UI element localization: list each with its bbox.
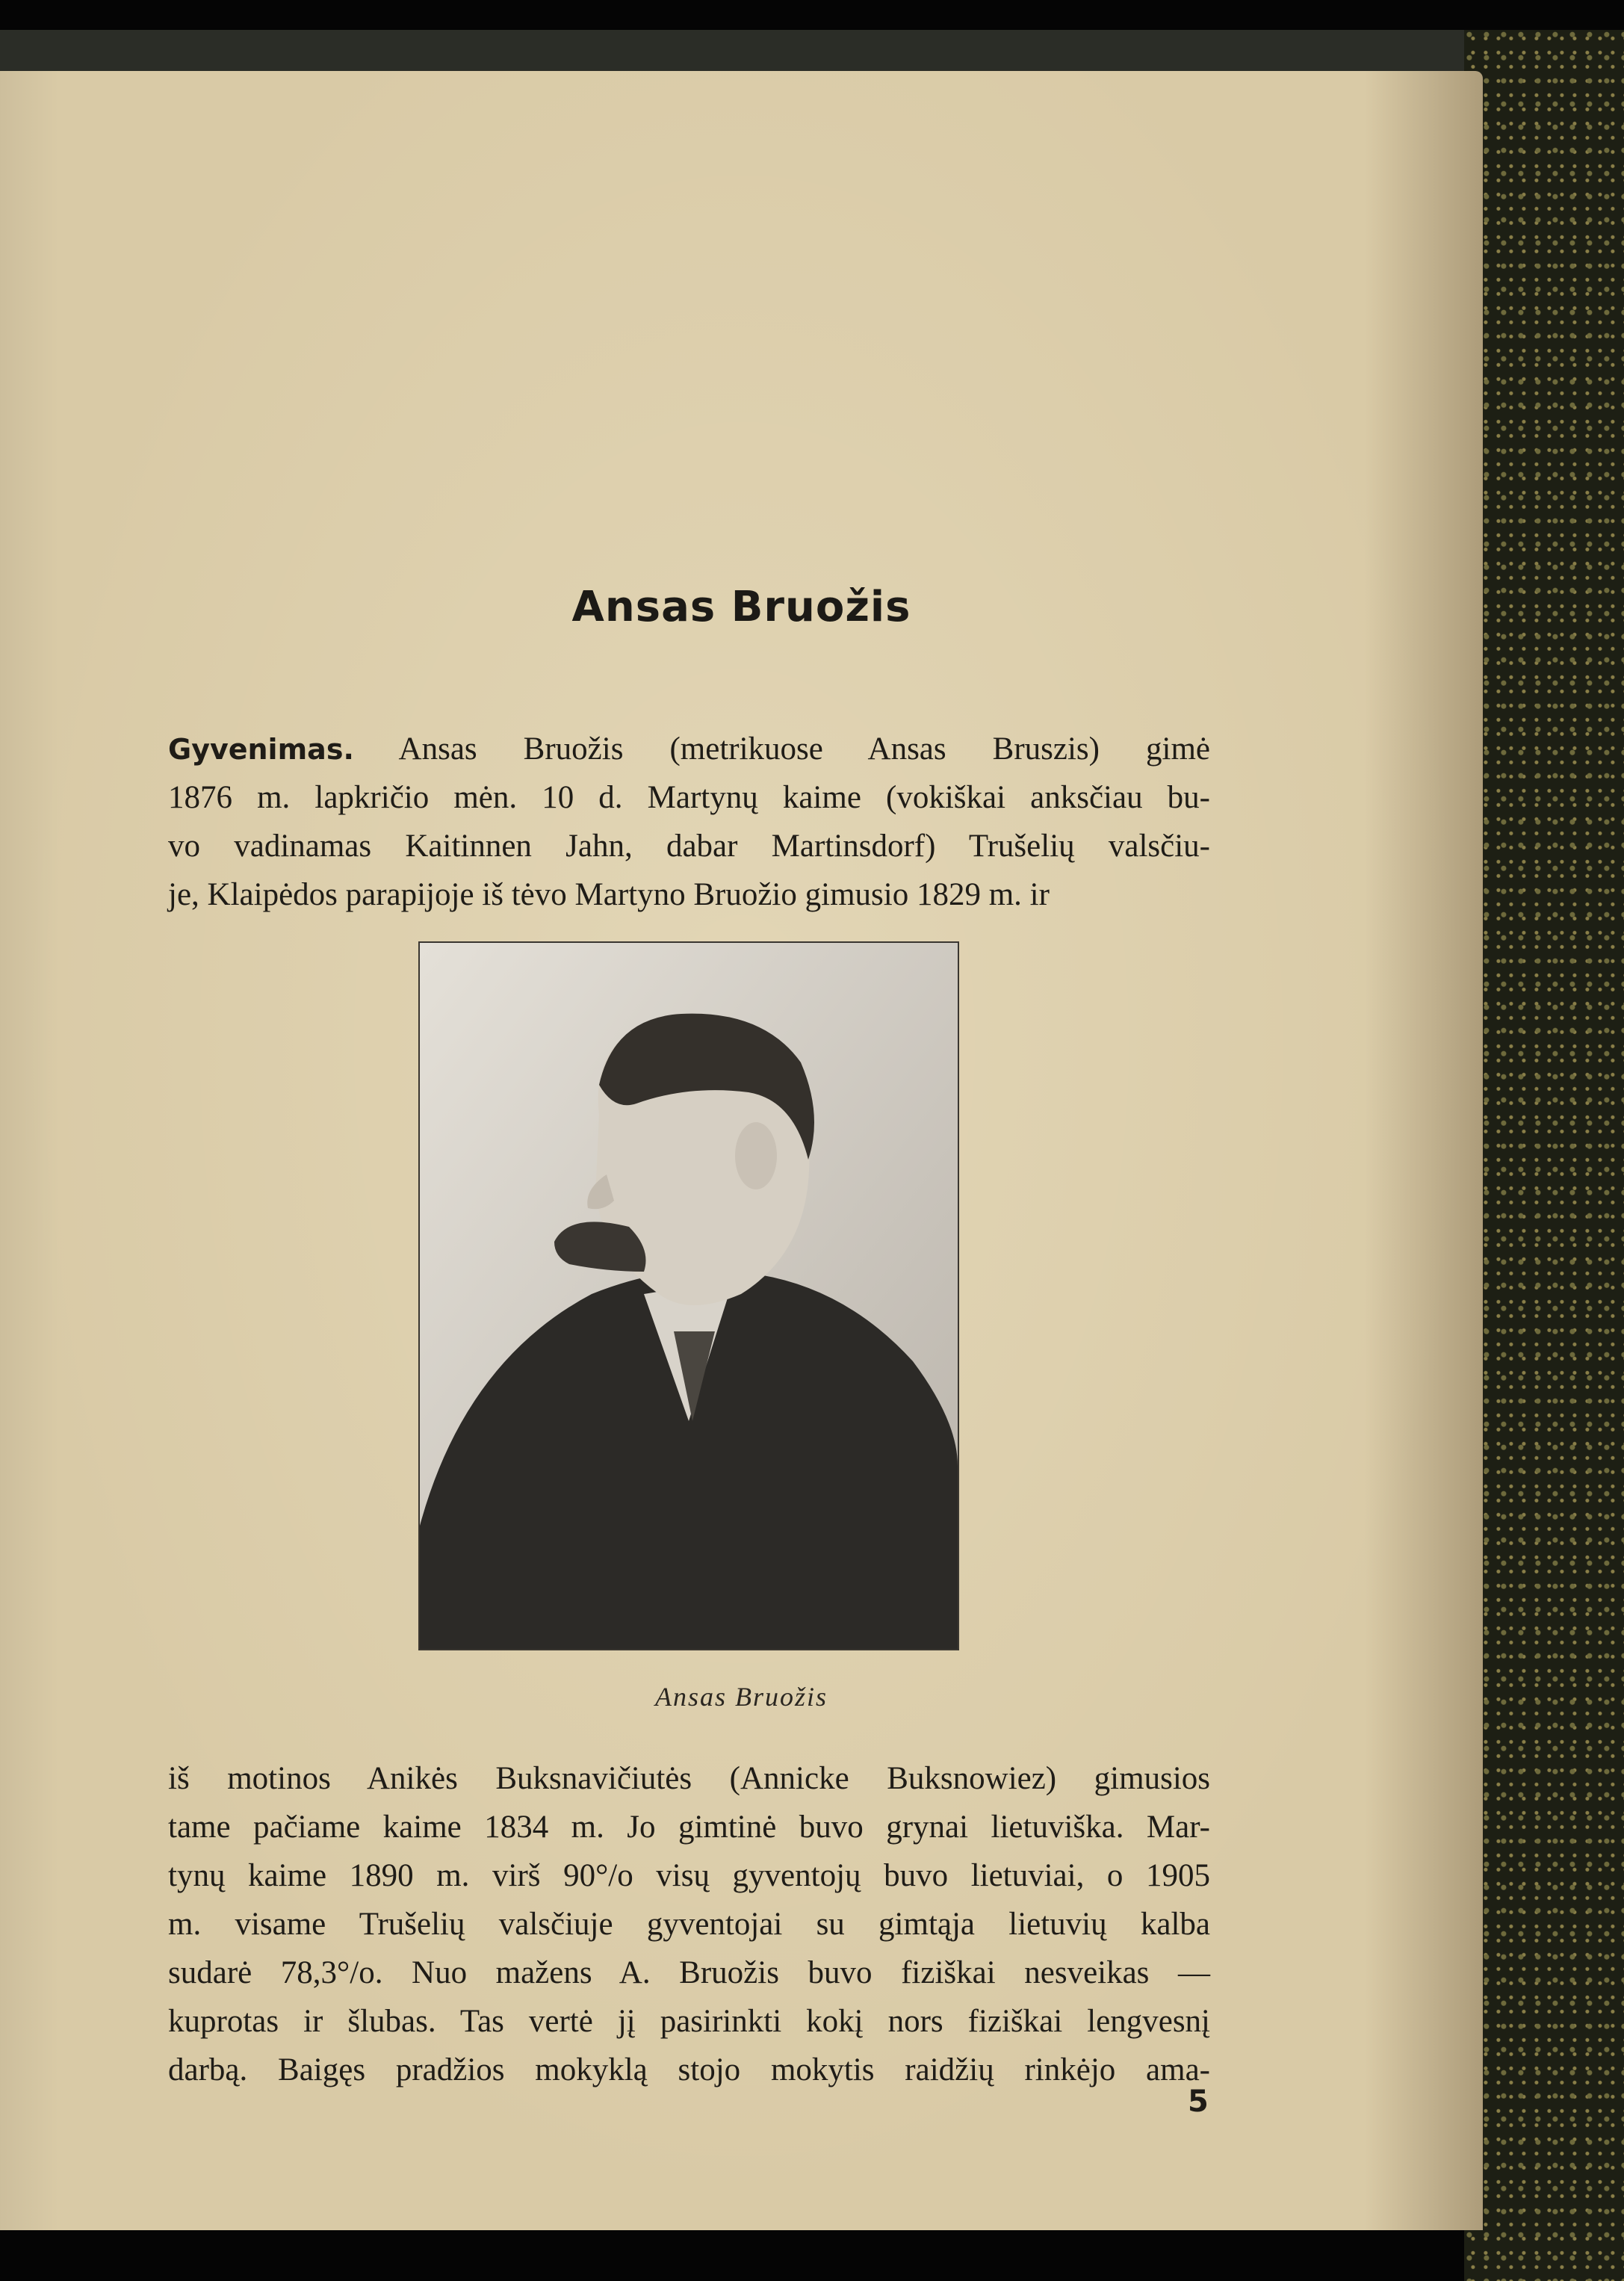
- text-line: darbą. Baigęs pradžios mokyklą stojo mokytis raidžių rinkėjo ama-: [168, 2052, 1210, 2087]
- portrait-photo: [418, 941, 959, 1650]
- page-number: 5: [1188, 2085, 1209, 2119]
- paragraph-continued: [168, 1754, 1210, 2094]
- portrait-caption: Ansas Bruožis: [654, 1682, 828, 1712]
- text-line: kuprotas ir šlubas. Tas vertė jį pasirinkti kokį nors fiziškai lengvesnį: [168, 2004, 1210, 2039]
- book-page: [0, 71, 1483, 2230]
- text-line: m. visame Trušelių valsčiuje gyventojai su gimtąja lietuvių kalba: [168, 1907, 1210, 1942]
- portrait-photo-icon: [420, 943, 958, 1649]
- text-line: tynų kaime 1890 m. virš 90°/o visų gyventojų buvo lietuviai, o 1905: [168, 1858, 1210, 1893]
- section-lead: Gyvenimas.: [168, 733, 354, 766]
- paragraph-intro: [168, 725, 1210, 919]
- text-line: vo vadinamas Kaitinnen Jahn, dabar Martinsdorf) Trušelių valsčiu-: [168, 829, 1210, 864]
- text-line: tame pačiame kaime 1834 m. Jo gimtinė buvo grynai lietuviška. Mar-: [168, 1810, 1210, 1845]
- book-binding: [1464, 30, 1624, 2281]
- text-line: je, Klaipėdos parapijoje iš tėvo Martyno Bruožio gimusio 1829 m. ir: [168, 877, 1050, 912]
- text-segment: Ansas Bruožis (metrikuose Ansas Bruszis) gimė: [398, 731, 1210, 767]
- text-line: 1876 m. lapkričio mėn. 10 d. Martynų kaime (vokiškai anksčiau bu-: [168, 780, 1210, 815]
- text-line: [168, 725, 1210, 773]
- text-line: sudarė 78,3°/o. Nuo mažens A. Bruožis buvo fiziškai nesveikas —: [168, 1955, 1210, 1990]
- page-title: Ansas Bruožis: [571, 583, 911, 631]
- text-line: iš motinos Anikės Buksnavičiutės (Annicke Buksnowiez) gimusios: [168, 1761, 1210, 1796]
